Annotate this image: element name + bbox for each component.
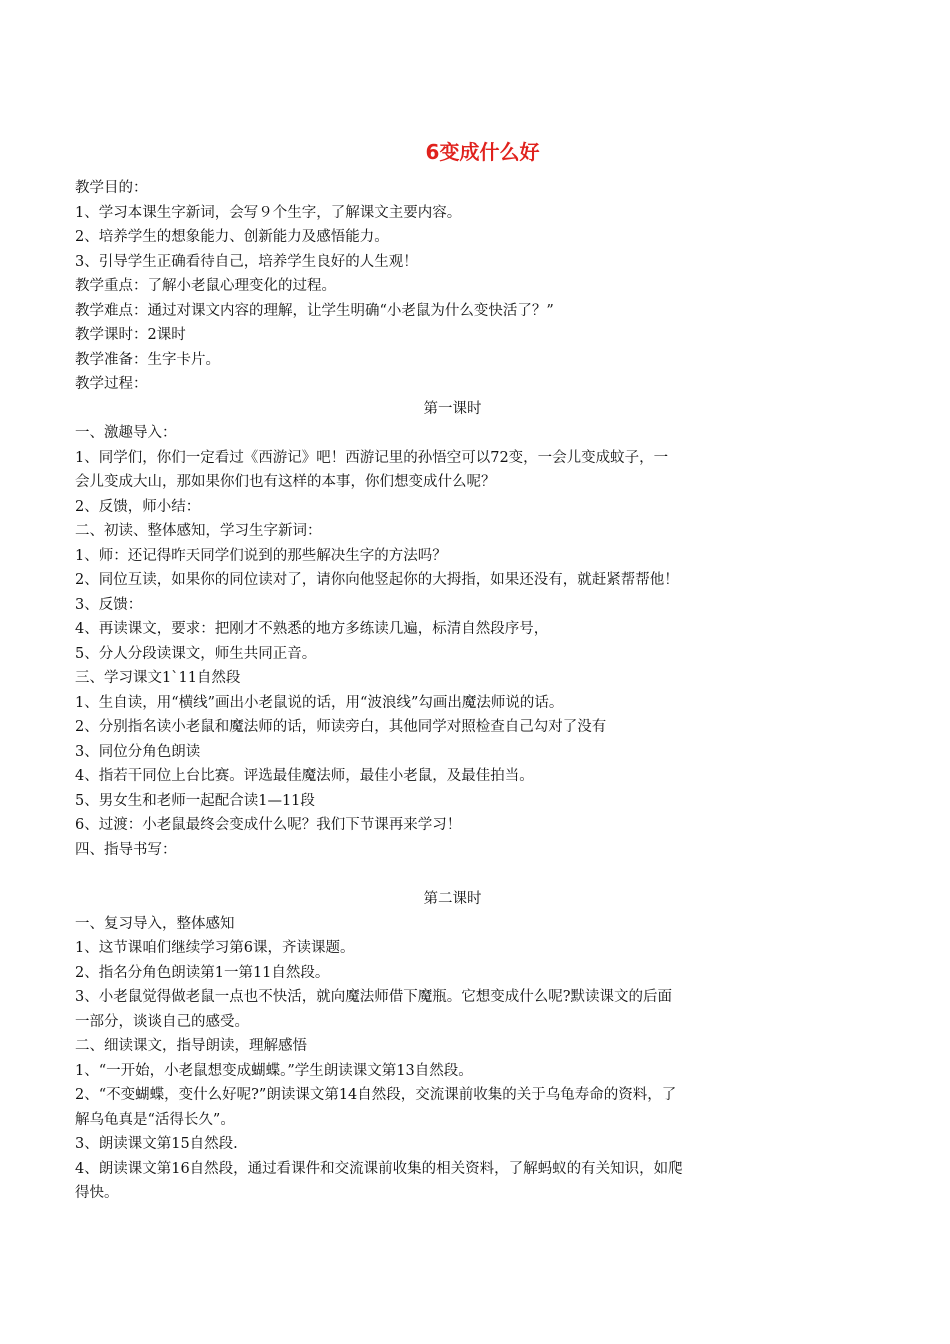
text-line: 会儿变成大山，那如果你们也有这样的本事，你们想变成什么呢？ — [75, 474, 496, 490]
text-line: 2、同位互读，如果你的同位读对了，请你向他竖起你的大拇指，如果还没有，就赶紧帮帮他！ — [75, 572, 679, 588]
text-line: 1、学习本课生字新词，会写９个生字，了解课文主要内容。 — [75, 204, 462, 221]
text-line: 2、分别指名读小老鼠和魔法师的话，师读旁白，其他同学对照检查自己勾对了没有 — [75, 719, 607, 735]
text-line: 5、男女生和老师一起配合读1—11段 — [75, 792, 315, 809]
text-line: 2、培养学生的想象能力、创新能力及感悟能力。 — [75, 229, 389, 245]
text-line: 一部分，谈谈自己的感受。 — [75, 1013, 249, 1030]
text-line: 3、引导学生正确看待自己，培养学生良好的人生观！ — [75, 253, 418, 270]
lesson-one-section — [75, 397, 830, 863]
text-line: 1、这节课咱们继续学习第6课，齐读课题。 — [75, 940, 355, 956]
text-line: 二、细读课文，指导朗读，理解感悟 — [75, 1038, 307, 1054]
text-line: 得快。 — [75, 1185, 119, 1201]
text-line: 教学目的： — [75, 180, 148, 196]
text-line: 教学准备：生字卡片。 — [75, 351, 220, 368]
text-line: 6、过渡：小老鼠最终会变成什么呢？我们下节课再来学习！ — [75, 817, 462, 833]
text-line: 3、朗读课文第15自然段. — [75, 1136, 238, 1152]
lesson-two-heading: 第二课时 — [423, 891, 482, 907]
document-title: 6变成什么好 — [425, 140, 540, 164]
text-line: 一、复习导入，整体感知 — [75, 915, 235, 932]
text-line: 教学重点：了解小老鼠心理变化的过程。 — [75, 278, 336, 294]
text-line: 一、激趣导入： — [75, 425, 177, 441]
text-line: 四、指导书写： — [75, 841, 177, 858]
text-line: 二、初读、整体感知，学习生字新词： — [75, 523, 322, 539]
text-line: 教学难点：通过对课文内容的理解，让学生明确“小老鼠为什么变快活了？” — [75, 302, 554, 319]
text-line: 2、指名分角色朗读第1一第11自然段。 — [75, 964, 330, 981]
text-line: 三、学习课文1`11自然段 — [75, 670, 241, 686]
text-line: 2、反馈，师小结： — [75, 498, 201, 515]
lesson-two-section — [75, 887, 830, 1206]
text-line: 2、“不变蝴蝶，变什么好呢?”朗读课文第14自然段，交流课前收集的关于乌龟寿命的资料，了 — [75, 1087, 677, 1103]
text-line: 教学过程： — [75, 376, 148, 392]
text-line: 3、同位分角色朗读 — [75, 743, 201, 760]
text-line: 1、“一开始，小老鼠想变成蝴蝶。”学生朗读课文第13自然段。 — [75, 1062, 473, 1079]
lesson-one-heading: 第一课时 — [423, 400, 482, 417]
text-line: 4、再读课文，要求：把刚才不熟悉的地方多练读几遍，标清自然段序号， — [75, 621, 549, 637]
text-line: 1、同学们，你们一定看过《西游记》吧！西游记里的孙悟空可以72变，一会儿变成蚊子，一 — [75, 449, 669, 466]
text-line: 3、小老鼠觉得做老鼠一点也不快活，就向魔法师借下魔瓶。它想变成什么呢?默读课文的后面 — [75, 989, 672, 1005]
text-line: 4、指若干同位上台比赛。评选最佳魔法师，最佳小老鼠，及最佳拍当。 — [75, 768, 534, 784]
text-line: 解乌龟真是“活得长久”。 — [75, 1111, 235, 1128]
text-line: 教学课时：2课时 — [75, 327, 186, 343]
text-line: 4、朗读课文第16自然段，通过看课件和交流课前收集的相关资料，了解蚂蚁的有关知识，如爬 — [75, 1160, 683, 1177]
text-line: 1、师：还记得昨天同学们说到的那些解决生字的方法吗？ — [75, 547, 447, 564]
text-line: 3、反馈： — [75, 596, 143, 613]
intro-section — [75, 176, 830, 397]
text-line: 5、分人分段读课文，师生共同正音。 — [75, 645, 317, 662]
text-line: 1、生自读，用“横线”画出小老鼠说的话，用“波浪线”勾画出魔法师说的话。 — [75, 694, 564, 711]
section-gap — [75, 862, 830, 887]
